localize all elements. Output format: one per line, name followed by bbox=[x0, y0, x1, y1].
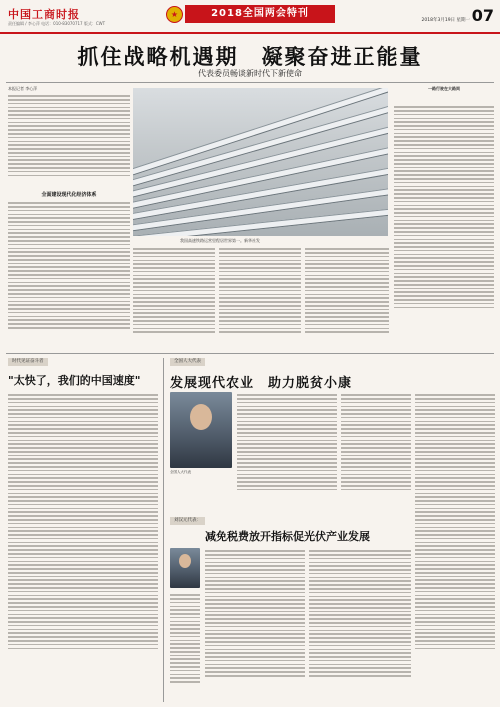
bottom-right-headline: 减免税费放开指标促光伏产业发展 bbox=[205, 530, 370, 543]
divider bbox=[6, 353, 494, 354]
article-text-column bbox=[133, 246, 215, 348]
high-speed-rail-photo bbox=[133, 88, 388, 236]
section-heading: 全面建设现代化经济体系 bbox=[41, 192, 97, 198]
lead-byline: 本报记者 李心萍 bbox=[8, 86, 38, 91]
sidebar-title: 一路行驶在大路间 bbox=[428, 86, 460, 91]
article-text-column bbox=[305, 246, 389, 348]
special-edition-banner: 2018全国两会特刊 bbox=[185, 5, 335, 23]
section-tag: 时代见证奋斗者 bbox=[8, 358, 48, 366]
section-tag: 刘汉元代表： bbox=[170, 517, 205, 525]
article-text-column bbox=[8, 392, 158, 702]
lead-headline: 抓住战略机遇期 凝聚奋进正能量 bbox=[77, 44, 423, 69]
section-tag: 全国人大代表 bbox=[170, 358, 205, 366]
column-divider bbox=[163, 358, 164, 702]
masthead bbox=[0, 0, 500, 34]
masthead-meta: 责任编辑 / 李心萍 电话：010-83070717 版式：CWT bbox=[8, 21, 106, 26]
bottom-middle-headline: 发展现代农业 助力脱贫小康 bbox=[170, 376, 353, 391]
bottom-left-headline: "太快了，我们的中国速度" bbox=[8, 374, 141, 387]
emblem-icon: ★ bbox=[166, 6, 183, 23]
article-text-column bbox=[237, 392, 337, 512]
article-text-column bbox=[309, 548, 411, 702]
delegate-portrait-small bbox=[170, 548, 200, 588]
article-text-column bbox=[170, 592, 200, 702]
page-number: 07 bbox=[471, 6, 494, 25]
article-text-column bbox=[219, 246, 301, 348]
portrait-caption: 全国人大代表 bbox=[170, 470, 191, 474]
sidebar-text bbox=[394, 104, 494, 348]
divider bbox=[6, 82, 494, 83]
article-text-column bbox=[341, 392, 411, 512]
photo-caption: 我国高速铁路运营里程居世界第一。新华社发 bbox=[180, 238, 260, 243]
article-text-column bbox=[8, 200, 130, 348]
paper-name: 中国工商时报 bbox=[8, 8, 80, 21]
article-text-column bbox=[415, 392, 495, 702]
article-text-column bbox=[205, 548, 305, 702]
issue-date: 2018年3月19日 星期一 bbox=[421, 18, 470, 23]
delegate-portrait bbox=[170, 392, 232, 468]
lead-subhead: 代表委员畅谈新时代下新使命 bbox=[198, 69, 302, 78]
article-text-column bbox=[8, 93, 130, 189]
